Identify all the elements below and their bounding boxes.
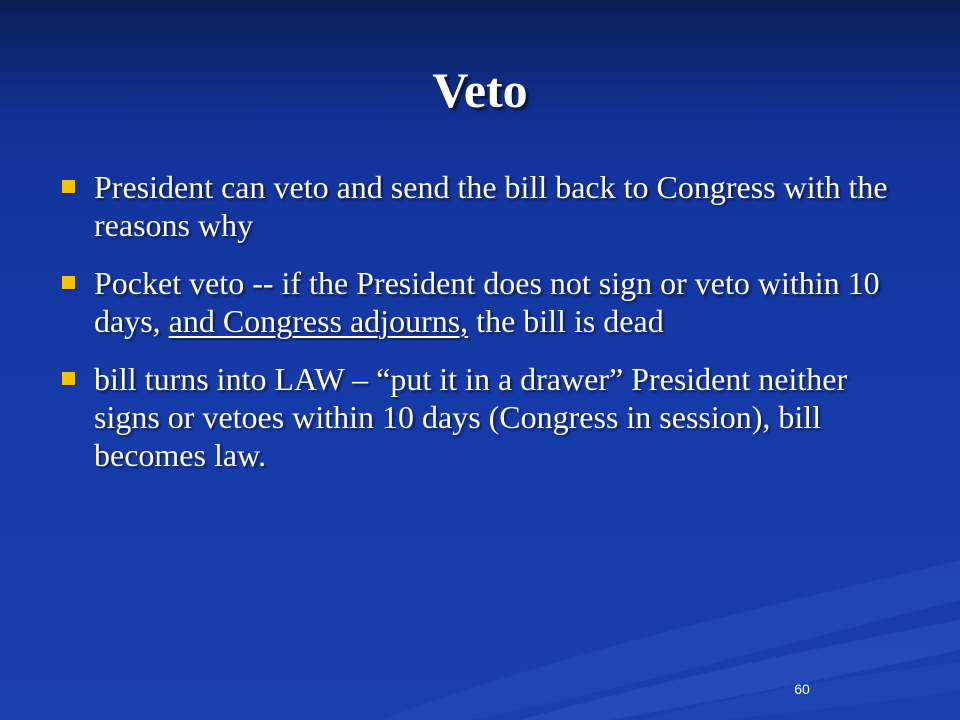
slide-title: Veto xyxy=(432,62,528,118)
square-bullet-icon xyxy=(62,180,75,193)
bullet-text-after: the bill is dead xyxy=(468,303,664,339)
bullet-text: President can veto and send the bill back to Congress with the reasons why xyxy=(94,169,888,243)
bullet-item-veto xyxy=(58,168,908,244)
bullet-text-before: Pocket veto -- if the President does not sign or veto within 10 days, xyxy=(94,265,880,339)
bullet-text: bill turns into LAW – “put it in a drawer” President neither signs or vetoes within 10 days (Congress in session), bill becomes law. xyxy=(94,361,848,473)
bullet-list xyxy=(58,168,908,494)
bullet-text-underlined: and Congress adjourns, xyxy=(168,303,469,339)
bullet-item-pocket-veto xyxy=(58,264,908,340)
square-bullet-icon xyxy=(62,276,75,289)
bullet-item-law xyxy=(58,360,908,474)
page-number: 60 xyxy=(794,681,810,697)
square-bullet-icon xyxy=(62,372,75,385)
